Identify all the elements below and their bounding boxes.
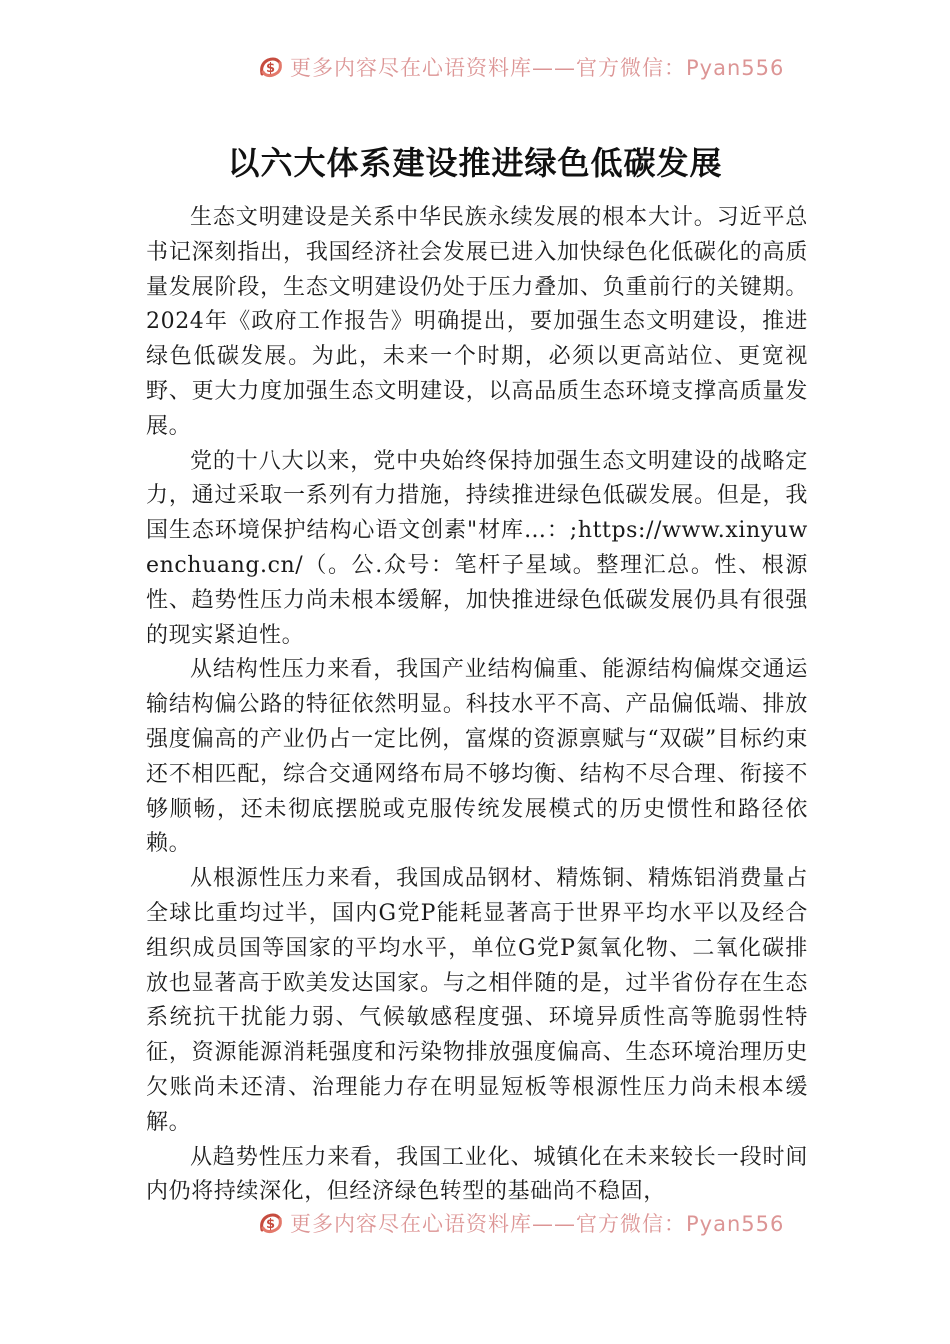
dollar-swirl-logo-icon bbox=[258, 54, 284, 80]
watermark-text: 更多内容尽在心语资料库——官方微信：Pyan556 bbox=[290, 1212, 785, 1236]
header-watermark bbox=[0, 52, 950, 86]
watermark-text: 更多内容尽在心语资料库——官方微信：Pyan556 bbox=[290, 56, 785, 80]
page-title: 以六大体系建设推进绿色低碳发展 bbox=[227, 144, 723, 182]
dollar-swirl-logo-icon bbox=[258, 1210, 284, 1236]
svg-text:$: $ bbox=[265, 61, 277, 76]
svg-text:$: $ bbox=[265, 1217, 277, 1232]
body-paragraph: 党的十八大以来，党中央始终保持加强生态文明建设的战略定力，通过采取一系列有力措施，持续推进绿色低碳发展。但是，我国生态环境保护结构心语文创素"材库…：;https://www.xinyuwenchuang.cn/（。公.众号：笔杆子星域。整理汇总。性、根源性、趋势性压力尚未根本缓解，加快推进绿色低碳发展仍具有很强的现实紧迫性。 bbox=[146, 448, 808, 648]
body-paragraph: 从根源性压力来看，我国成品钢材、精炼铜、精炼铝消费量占全球比重均过半，国内G党P能耗显著高于世界平均水平以及经合组织成员国等国家的平均水平，单位G党P氮氧化物、二氧化碳排放也显著高于欧美发达国家。与之相伴随的是，过半省份存在生态系统抗干扰能力弱、气候敏感程度强、环境异质性高等脆弱性特征，资源能源消耗强度和污染物排放强度偏高、生态环境治理历史欠账尚未还清、治理能力存在明显短板等根源性压力尚未根本缓解。 bbox=[146, 866, 808, 1135]
body-paragraph: 从趋势性压力来看，我国工业化、城镇化在未来较长一段时间内仍将持续深化，但经济绿色转型的基础尚不稳固， bbox=[146, 1144, 808, 1205]
watermark-content bbox=[258, 1208, 784, 1238]
footer-watermark bbox=[0, 1208, 950, 1242]
document-body bbox=[146, 201, 808, 1210]
body-paragraph: 从结构性压力来看，我国产业结构偏重、能源结构偏煤交通运输结构偏公路的特征依然明显。科技水平不高、产品偏低端、排放强度偏高的产业仍占一定比例，富煤的资源禀赋与“双碳”目标约束还不相匹配，综合交通网络布局不够均衡、结构不尽合理、衔接不够顺畅，还未彻底摆脱或克服传统发展模式的历史惯性和路径依赖。 bbox=[146, 657, 808, 857]
body-paragraph: 生态文明建设是关系中华民族永续发展的根本大计。习近平总书记深刻指出，我国经济社会发展已进入加快绿色化低碳化的高质量发展阶段，生态文明建设仍处于压力叠加、负重前行的关键期。2024年《政府工作报告》明确提出，要加强生态文明建设，推进绿色低碳发展。为此，未来一个时期，必须以更高站位、更宽视野、更大力度加强生态文明建设，以高品质生态环境支撑高质量发展。 bbox=[146, 205, 808, 439]
watermark-content bbox=[258, 52, 784, 82]
